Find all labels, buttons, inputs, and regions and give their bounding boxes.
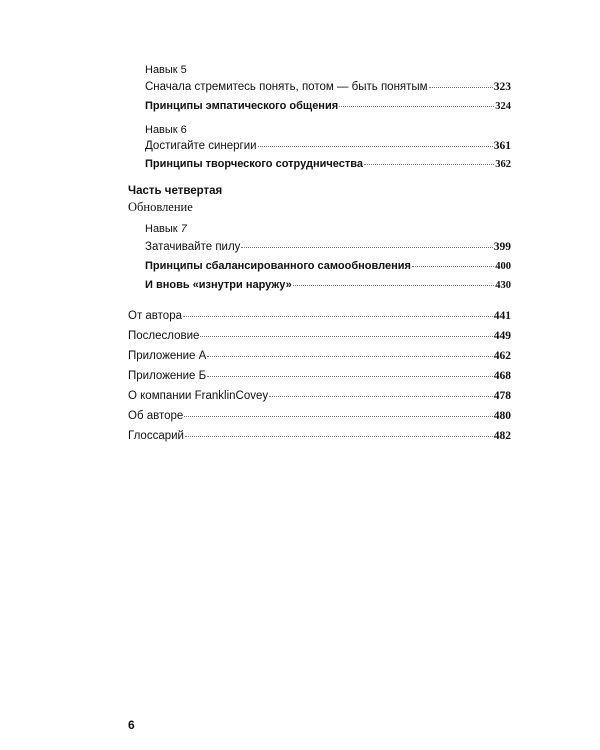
toc-entry-empathic-principles[interactable] (145, 99, 511, 114)
toc-entry-afterword[interactable] (128, 329, 511, 343)
toc-entry-balanced-renewal[interactable] (145, 259, 511, 274)
page-number-folio: 6 (128, 718, 135, 732)
toc-page-number: 468 (493, 370, 511, 382)
dot-leader (258, 146, 493, 147)
toc-entry-title: Послесловие (128, 330, 200, 342)
dot-leader (339, 106, 494, 107)
toc-entry-habit-7[interactable] (145, 240, 511, 254)
toc-entry-title: Сначала стремитесь понять, потом — быть понятым (145, 81, 428, 93)
toc-entry-title: Принципы эмпатического общения (145, 100, 339, 112)
toc-entry-about-author[interactable] (128, 409, 511, 423)
dot-leader (185, 436, 493, 437)
toc-entry-appendix-a[interactable] (128, 349, 511, 363)
toc-entry-habit-6[interactable] (145, 139, 511, 153)
dot-leader (412, 266, 494, 267)
toc-page-number: 400 (495, 261, 511, 272)
toc-entry-appendix-b[interactable] (128, 369, 511, 383)
toc-page-number: 478 (493, 390, 511, 402)
toc-page-number: 399 (493, 241, 511, 253)
dot-leader (183, 316, 493, 317)
toc-entry-from-author[interactable] (128, 309, 511, 323)
toc-entry-title: О компании FranklinCovey (128, 390, 269, 402)
toc-page-number: 323 (493, 81, 511, 93)
toc-entry-creative-principles[interactable] (145, 157, 511, 172)
toc-page-number: 430 (495, 280, 511, 291)
toc-page-number: 449 (493, 330, 511, 342)
toc-entry-title: Глоссарий (128, 430, 184, 442)
habit-5-label: Навык 5 (145, 64, 187, 76)
toc-entry-glossary[interactable] (128, 429, 511, 443)
dot-leader (241, 247, 492, 248)
toc-entry-habit-5[interactable] (145, 80, 511, 94)
dot-leader (207, 376, 493, 377)
toc-page-number: 441 (493, 310, 511, 322)
toc-entry-title: Приложение А (128, 350, 207, 362)
part-four-title: Часть четвертая (128, 185, 223, 197)
dot-leader (293, 285, 495, 286)
toc-entry-title: Приложение Б (128, 370, 207, 382)
dot-leader (207, 356, 492, 357)
dot-leader (364, 164, 494, 165)
toc-entry-inside-out-again[interactable] (145, 278, 511, 293)
toc-page-number: 362 (495, 159, 511, 170)
toc-entry-about-franklincovey[interactable] (128, 389, 511, 403)
toc-page-number: 324 (495, 101, 511, 112)
habit-6-label: Навык 6 (145, 124, 187, 136)
toc-entry-title: Затачивайте пилу (145, 241, 241, 253)
habit-7-word: Навык (145, 223, 178, 235)
toc-page-number: 462 (493, 350, 511, 362)
toc-page-number: 482 (493, 430, 511, 442)
habit-7-number: 7 (180, 223, 187, 235)
toc-entry-title: Достигайте синергии (145, 140, 257, 152)
dot-leader (429, 87, 493, 88)
toc-entry-title: Принципы творческого сотрудничества (145, 158, 363, 170)
dot-leader (269, 396, 493, 397)
habit-7-label (145, 222, 187, 236)
toc-page-number: 480 (493, 410, 511, 422)
toc-entry-title: Об авторе (128, 410, 184, 422)
toc-page-number: 361 (493, 140, 511, 152)
toc-entry-title: От автора (128, 310, 182, 322)
dot-leader (184, 416, 492, 417)
dot-leader (200, 336, 492, 337)
part-four-subtitle: Обновление (128, 200, 193, 214)
toc-entry-title: Принципы сбалансированного самообновления (145, 260, 411, 272)
toc-entry-title: И вновь «изнутри наружу» (145, 279, 292, 291)
